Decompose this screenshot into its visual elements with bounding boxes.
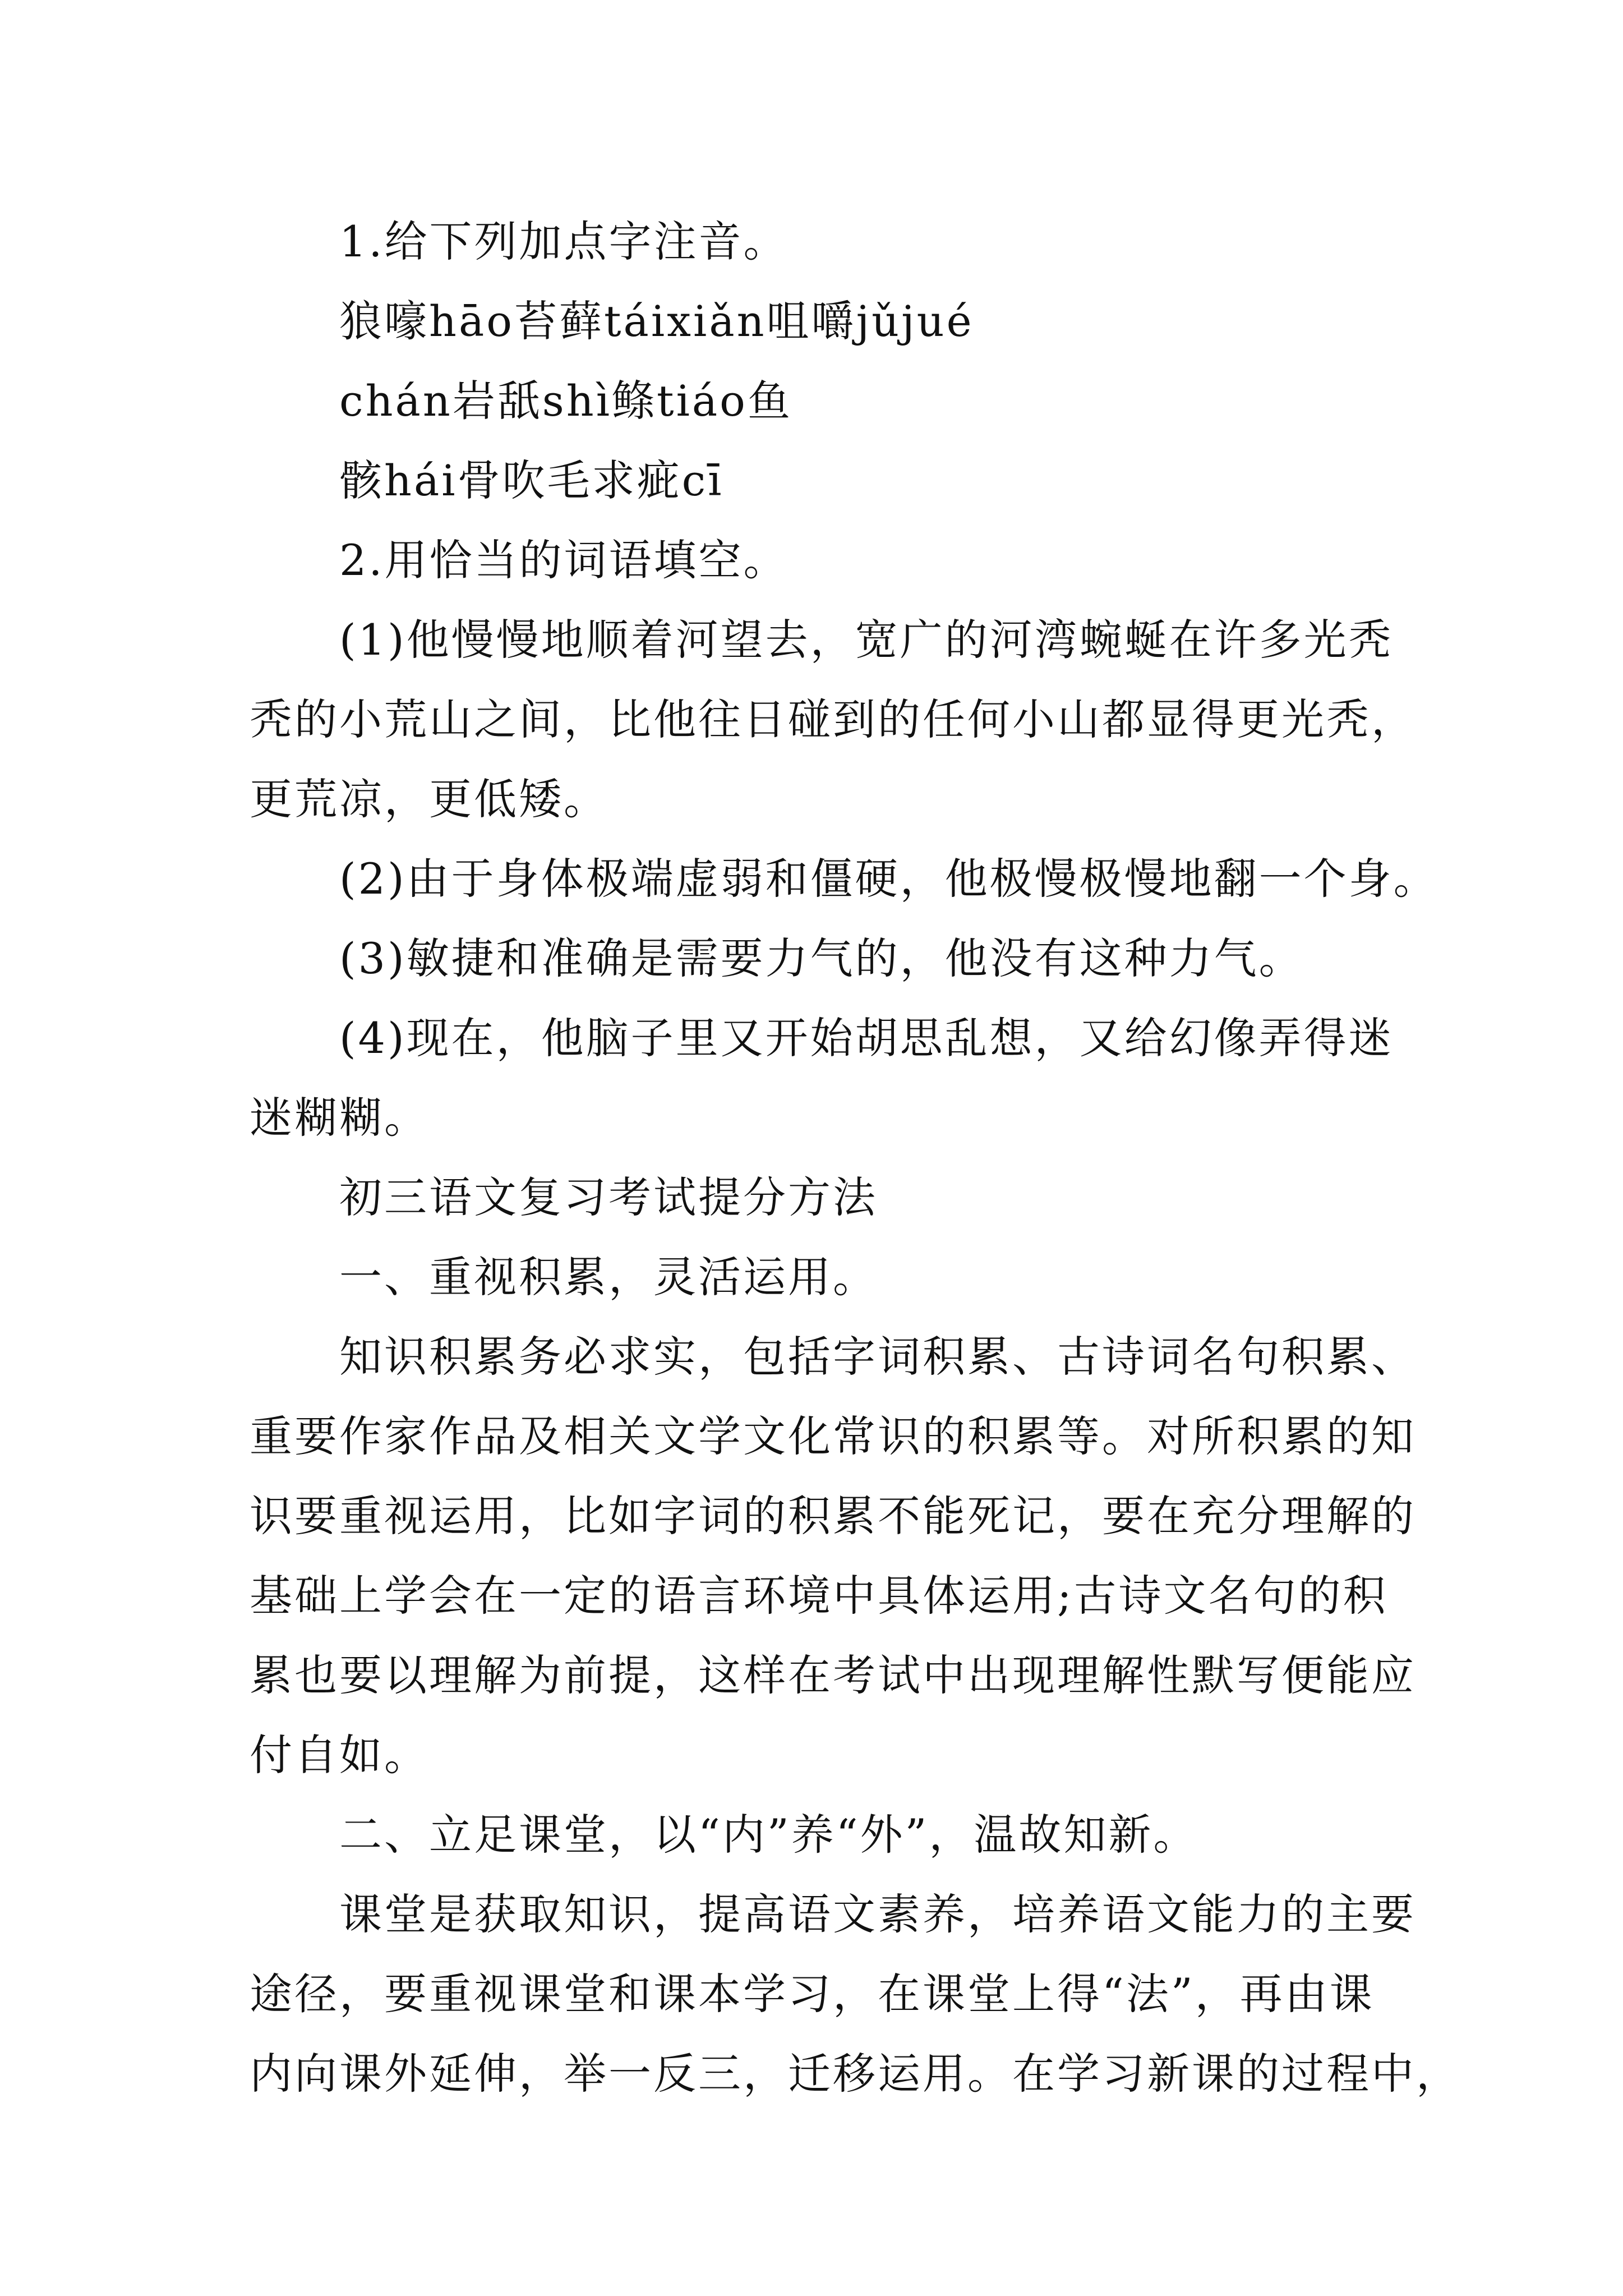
paragraph-line: 重要作家作品及相关文学文化常识的积累等。对所积累的知 [250, 1411, 1416, 1461]
pinyin-line: 狼嚎hāo苔藓táixiǎn咀嚼jǔjué [339, 296, 974, 346]
question-1-heading: 1.给下列加点字注音。 [339, 217, 789, 266]
paragraph-line: 途径，要重视课堂和课本学习，在课堂上得“法”，再由课 [250, 1969, 1375, 2019]
section-heading-1: 一、重视积累，灵活运用。 [339, 1252, 878, 1302]
paragraph-line: 知识积累务必求实，包括字词积累、古诗词名句积累、 [339, 1332, 1416, 1382]
document-body [250, 202, 1461, 2114]
section-heading-2: 二、立足课堂，以“内”养“外”，温故知新。 [339, 1810, 1198, 1860]
paragraph-line: 秃的小荒山之间，比他往日碰到的任何小山都显得更光秃， [250, 694, 1416, 744]
question-2-heading: 2.用恰当的词语填空。 [339, 535, 789, 585]
pinyin-line: 骸hái骨吹毛求疵cī [339, 455, 724, 505]
paragraph-line: (1)他慢慢地顺着河望去，宽广的河湾蜿蜒在许多光秃 [339, 615, 1394, 665]
paragraph-line: 迷糊糊。 [250, 1093, 429, 1143]
paragraph-line: 付自如。 [250, 1730, 429, 1780]
paragraph-line: 累也要以理解为前提，这样在考试中出现理解性默写便能应 [250, 1650, 1416, 1700]
paragraph-line: 基础上学会在一定的语言环境中具体运用;古诗文名句的积 [250, 1571, 1388, 1621]
paragraph-line: (3)敏捷和准确是需要力气的，他没有这种力气。 [339, 933, 1304, 983]
paragraph-line: 更荒凉，更低矮。 [250, 774, 608, 824]
paragraph-line: 识要重视运用，比如字词的积累不能死记，要在充分理解的 [250, 1491, 1416, 1541]
paragraph-line: 内向课外延伸，举一反三，迁移运用。在学习新课的过程中， [250, 2049, 1461, 2099]
paragraph-line: (4)现在，他脑子里又开始胡思乱想，又给幻像弄得迷 [339, 1013, 1394, 1063]
paragraph-line: 课堂是获取知识，提高语文素养，培养语文能力的主要 [339, 1889, 1416, 1939]
pinyin-line: chán岩舐shì鲦tiáo鱼 [339, 376, 792, 426]
paragraph-line: (2)由于身体极端虚弱和僵硬，他极慢极慢地翻一个身。 [339, 854, 1438, 904]
section-title: 初三语文复习考试提分方法 [339, 1172, 878, 1222]
